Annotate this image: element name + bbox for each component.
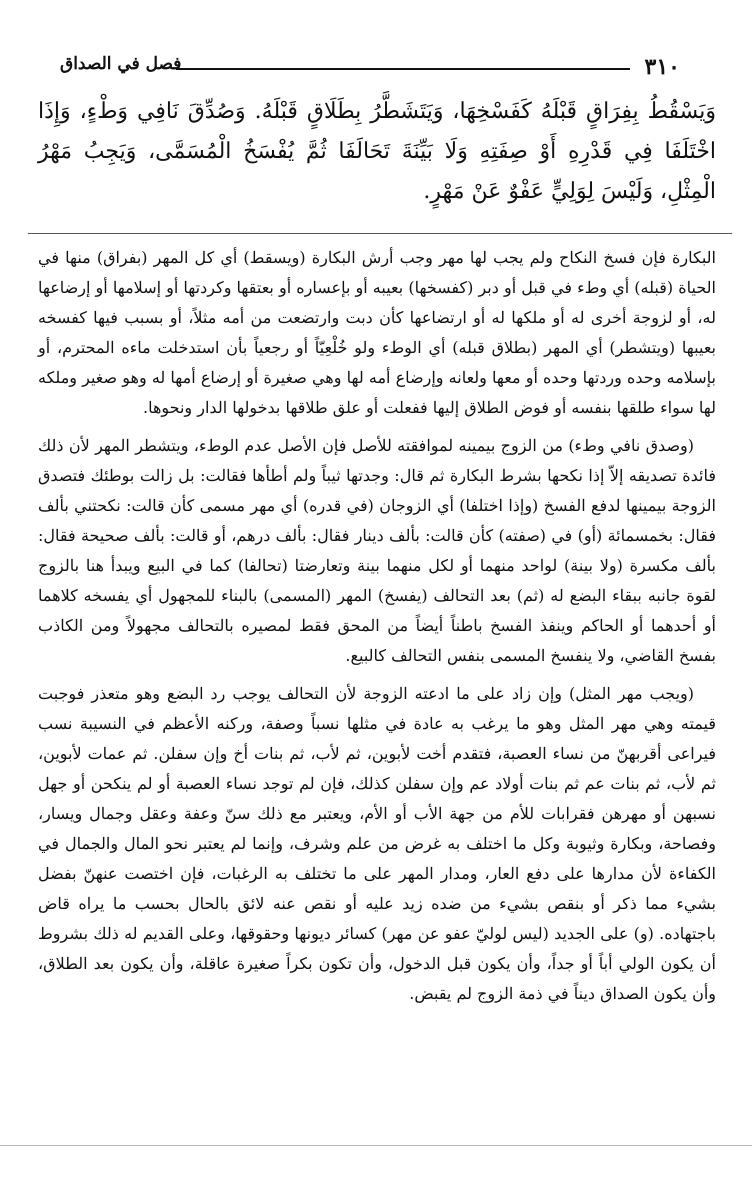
commentary-paragraph: (وصدق نافي وطء) من الزوج بيمينه لموافقته للأصل فإن الأصل عدم الوطء، ويتشطر المهر لأن ذلك فائدة تصديقه إلاّ إذا نكحها بشرط البكارة ثم قال: وجدتها ثيباً ولم أطأها فقالت: بل زالت بوطئك فتصدق الزوجة بيمينها لدفع الفسخ (وإذا اختلفا) أي الزوجان (في قدره) أي مهر مسمى كأن قالت: نكحتني بألف فقال: بخمسمائة (أو) في (صفته) كأن قالت: بألف دينار فقال: بألف درهم، أو قالت: بألف صحيحة فقال: بألف مكسرة (ولا بينة) لواحد منهما أو لكل منهما بينة وتعارضتا (تحالفا) كما في البيع ويبدأ هنا بالزوج لقوة جانبه ببقاء البضع له (ثم) بعد التحالف (يفسخ) المهر (المسمى) بالبناء للمجهول أي يفسخه كلاهما أو أحدهما أو الحاكم وينفذ الفسخ باطناً أيضاً من المحق فقط لمصيره بالتحالف مجهولاً ومن الكاذب بفسخ القاضي، ولا ينفسخ المسمى بنفس التحالف كالبيع. — [38, 436, 717, 665]
commentary-paragraph: البكارة فإن فسخ النكاح ولم يجب لها مهر وجب أرش البكارة (ويسقط) أي كل المهر (بفراق) منها في الحياة (قبله) أي وطء في قبل أو دبر (كفسخها) بعيبه أو بإعساره أو بعتقها وكردتها أو إسلامها أو إرضاعها له، أو لزوجة أخرى له أو ملكها له أو ارتضاعها كأن دبت وارتضعت من أمه مثلاً، أو بسبب فيها كفسخه بعيبها (ويتشطر) أي المهر (بطلاق قبله) أي الوطء ولو خُلْعِيّاً أو رجعياً بأن استدخلت ماءه المحترم، أو بإسلامه وحده وردتها وحده أو معها ولعانه وإرضاع أمه لها وهي صغيرة أو إرضاع أمها له وهو صغير وملكه لها سواء طلقها بنفسه أو فوض الطلاق إليها ففعلت أو علق طلاقها بدخولها الدار ونحوها. — [38, 248, 717, 417]
running-title: فصل في الصداق — [60, 54, 182, 74]
commentary — [38, 243, 716, 1017]
page-number: ٣١٠ — [644, 54, 680, 80]
page-bottom-rule — [0, 1145, 752, 1146]
commentary-paragraph: (ويجب مهر المثل) وإن زاد على ما ادعته الزوجة لأن التحالف يوجب رد البضع وهو متعذر فوجبت قيمته وهي مهر المثل وهو ما يرغب به عادة في مثلها نسباً وصفة، وركنه الأعظم في النسيبة نسب فيراعى أقربهنّ من نساء العصبة، فتقدم أخت لأبوين، ثم لأب، ثم بنات أخ وإن سفلن. ثم عمات لأبوين، ثم لأب، ثم بنات عم ثم بنات أولاد عم وإن سفلن كذلك، فإن لم توجد نساء العصبة أو لم ينكحن أو جهل نسبهن أو مهرهن فقرابات للأم من جهة الأب أو الأم، ويعتبر مع ذلك سنّ وعفة وعقل وجمال ويسار، وفصاحة، وبكارة وثيوبة وكل ما اختلف به غرض من علم وشرف، وإنما لم يعتبر نحو المال والجمال في الكفاءة لأن مدارها على دفع العار، ومدار المهر على ما تختلف به الرغبات، فإن اختصت عنهنّ بفضل بشيء مما ذكر أو بنقص بشيء من ضده زيد عليه أو نقص عنه لائق بالحال بحسب ما يراه قاض باجتهاده. (و) على الجديد (ليس لوليّ عفو عن مهر) كسائر ديونها وحقوقها، وعلى القديم له ذلك بشروط أن يكون الولي أباً أو جداً، وأن يكون قبل الدخول، وأن تكون بكراً صغيرة عاقلة، وأن يكون بعد الطلاق، وأن يكون الصداق ديناً في ذمة الزوج لم يقبض. — [38, 684, 717, 1003]
header-rule — [176, 68, 630, 70]
matn-text: وَيَسْقُطُ بِفِرَاقٍ قَبْلَهُ كَفَسْخِهَا، وَيَتَشَطَّرُ بِطَلَاقٍ قَبْلَهُ. وَصُدِّقَ نَافِي وَطْءٍ، وَإِذَا اخْتَلَفَا فِي قَدْرِهِ أَوْ صِفَتِهِ وَلَا بَيِّنَةَ تَحَالَفَا ثُمَّ يُفْسَخُ الْمُسَمَّى، وَيَجِبُ مَهْرُ الْمِثْلِ، وَلَيْسَ لِوَلِيٍّ عَفْوٌ عَنْ مَهْرٍ. — [38, 99, 716, 204]
section-divider — [28, 233, 732, 234]
page-header — [60, 54, 680, 80]
